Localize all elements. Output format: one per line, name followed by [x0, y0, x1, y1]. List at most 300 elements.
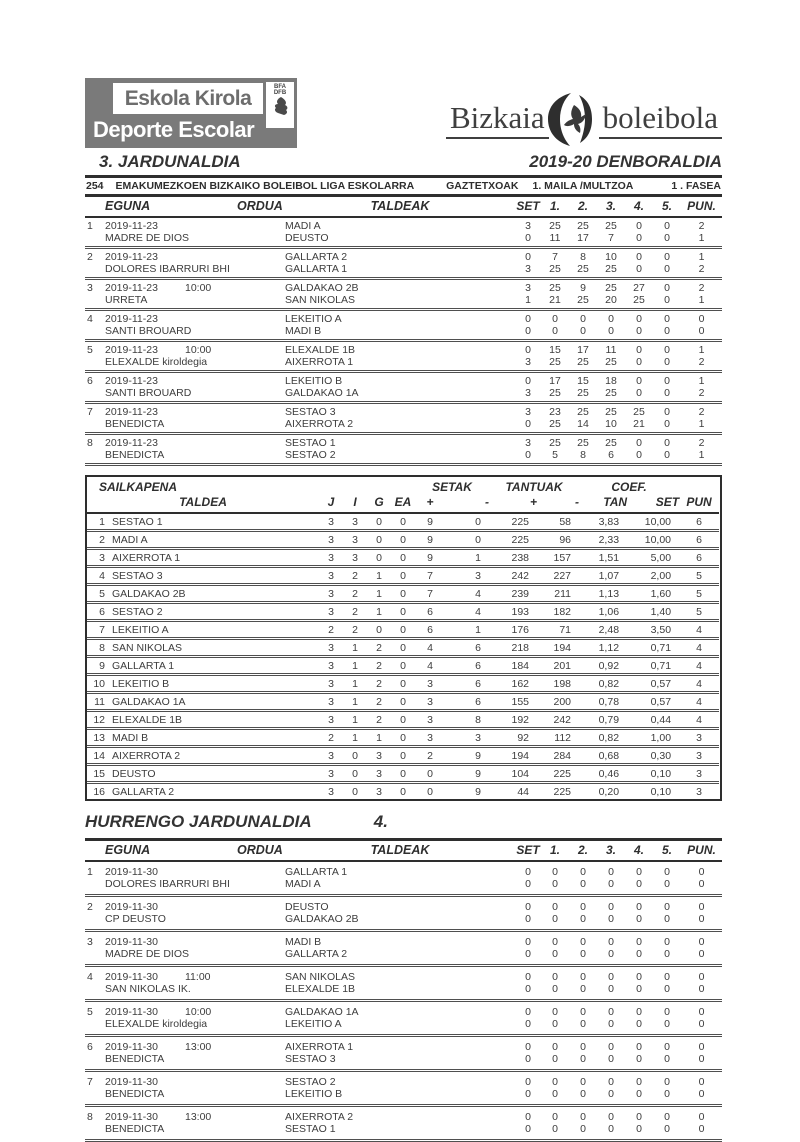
- match-away-row: [85, 1088, 722, 1106]
- sets-for: 6: [415, 621, 445, 639]
- points-against: 242: [537, 711, 579, 729]
- home-set3-score: 25: [605, 220, 617, 232]
- points-for: 44: [517, 785, 530, 798]
- home-set3-score: 0: [608, 901, 614, 913]
- venue-name: SAN NIKOLAS IK.: [105, 983, 285, 1001]
- sets-against: 9: [475, 785, 482, 798]
- away-match-points: 0: [681, 913, 722, 931]
- sets-against: 8: [445, 711, 489, 729]
- rank: 14: [87, 747, 109, 765]
- away-set4-score: 0: [625, 948, 653, 966]
- away-set3-score: 0: [597, 948, 625, 966]
- home-match-points: 1: [698, 344, 705, 356]
- standings-table: [87, 477, 719, 799]
- draws: 0: [391, 531, 415, 549]
- away-set3-score: 25: [597, 387, 625, 403]
- match-time: [185, 1071, 285, 1089]
- bizkaia-logo-text: Bizkaia: [446, 101, 549, 139]
- away-set1-score: 0: [541, 325, 569, 341]
- home-sets-won: 0: [525, 375, 531, 387]
- coef-tan: 1,06: [579, 603, 627, 621]
- won: 3: [343, 549, 367, 567]
- coef-set: 0,10: [627, 765, 679, 783]
- away-match-points: 0: [681, 1088, 722, 1106]
- team-name: GALDAKAO 1A: [109, 693, 319, 711]
- home-set3-score: 0: [608, 313, 614, 325]
- lost: 0: [367, 513, 391, 531]
- coef-tan: 0,20: [598, 785, 620, 798]
- draws: 0: [391, 765, 415, 783]
- home-set1-score: 25: [549, 220, 561, 232]
- home-set4-score: 0: [636, 437, 642, 449]
- away-team-name: GALDAKAO 2B: [285, 913, 515, 931]
- coef-tan: 1,12: [579, 639, 627, 657]
- match-away-row: [85, 263, 722, 279]
- lost: 2: [367, 711, 391, 729]
- home-set4-score: 0: [636, 1111, 642, 1123]
- column-coef-set: SET: [627, 494, 679, 513]
- won: 1: [343, 657, 367, 675]
- standings-row: [87, 603, 719, 621]
- away-set1-score: 0: [541, 1123, 569, 1141]
- match-home-row: [85, 434, 722, 450]
- team-name: GALDAKAO 2B: [109, 585, 319, 603]
- match-away-row: [85, 325, 722, 341]
- away-set1-score: 0: [541, 1018, 569, 1036]
- results-header-row: [85, 197, 722, 217]
- home-set2-score: 0: [580, 1111, 586, 1123]
- match-number: 1: [87, 220, 93, 232]
- away-set3-score: 0: [597, 913, 625, 931]
- home-set2-score: 25: [577, 220, 589, 232]
- home-set4-score: 27: [633, 282, 645, 294]
- match-date: 2019-11-30: [105, 936, 158, 948]
- away-match-points: 0: [681, 948, 722, 966]
- results-table: [85, 197, 722, 466]
- home-set5-score: 0: [664, 1041, 670, 1053]
- match-away-row: [85, 1053, 722, 1071]
- home-sets-won: 0: [525, 1041, 531, 1053]
- sets-for: 7: [415, 585, 445, 603]
- home-set5-score: 0: [664, 971, 670, 983]
- points: 4: [679, 639, 719, 657]
- home-set5-score: 0: [664, 437, 670, 449]
- home-set5-score: 0: [664, 220, 670, 232]
- points-for: 193: [489, 603, 537, 621]
- points-against: 201: [537, 657, 579, 675]
- home-match-points: 0: [698, 971, 705, 983]
- match-away-row: [85, 356, 722, 372]
- venue-name: BENEDICTA: [105, 1088, 285, 1106]
- match-time: [185, 248, 285, 264]
- match-time: 13:00: [185, 1041, 212, 1053]
- points: 5: [679, 603, 719, 621]
- standings-row: [87, 747, 719, 765]
- match-away-row: [85, 878, 722, 896]
- won: 1: [343, 711, 367, 729]
- home-set1-score: 23: [549, 406, 561, 418]
- home-sets-won: 0: [525, 901, 531, 913]
- points-against: 211: [537, 585, 579, 603]
- match-date: 2019-11-30: [105, 1006, 158, 1018]
- venue-name: DOLORES IBARRURI BHI: [105, 263, 285, 279]
- points: 5: [679, 585, 719, 603]
- sets-against: 3: [445, 567, 489, 585]
- away-match-points: 1: [681, 449, 722, 465]
- column-set4: 4.: [625, 840, 653, 862]
- away-sets-won: 0: [515, 1053, 541, 1071]
- away-set1-score: 0: [541, 913, 569, 931]
- away-set2-score: 0: [569, 983, 597, 1001]
- home-set3-score: 0: [608, 866, 614, 878]
- bfa-dfb-badge: [266, 82, 294, 128]
- away-set5-score: 0: [653, 1053, 681, 1071]
- match-number: 3: [87, 936, 93, 948]
- home-set1-score: 0: [552, 1076, 558, 1088]
- coef-set: 1,40: [627, 603, 679, 621]
- away-set2-score: 0: [569, 325, 597, 341]
- match-number: 1: [87, 866, 93, 878]
- won: 1: [343, 675, 367, 693]
- lost: 3: [376, 785, 382, 798]
- coef-set: 0,57: [627, 693, 679, 711]
- rank: 3: [87, 549, 109, 567]
- away-match-points: 0: [681, 878, 722, 896]
- home-set5-score: 0: [664, 1076, 670, 1088]
- draws: 0: [391, 711, 415, 729]
- column-points: PUN: [679, 494, 719, 513]
- away-team-name: MADI B: [285, 325, 515, 341]
- away-set2-score: 0: [569, 1018, 597, 1036]
- home-team-name: DEUSTO: [285, 901, 329, 913]
- coef-tan: 0,79: [579, 711, 627, 729]
- team-name: ELEXALDE 1B: [109, 711, 319, 729]
- away-set5-score: 0: [653, 356, 681, 372]
- rank: 16: [93, 785, 105, 798]
- standings-row: [87, 549, 719, 567]
- rank: 2: [87, 531, 109, 549]
- match-date: 2019-11-30: [105, 1041, 158, 1053]
- sets-against: 0: [445, 531, 489, 549]
- rank: 12: [87, 711, 109, 729]
- coef-set: 0,71: [627, 639, 679, 657]
- home-sets-won: 0: [525, 1076, 531, 1088]
- coef-set: 0,44: [627, 711, 679, 729]
- lost: 2: [367, 657, 391, 675]
- coef-set: 2,00: [627, 567, 679, 585]
- home-set1-score: 25: [549, 282, 561, 294]
- draws: 0: [391, 693, 415, 711]
- venue-name: BENEDICTA: [105, 418, 285, 434]
- coef-set: 0,30: [627, 747, 679, 765]
- match-away-row: [85, 983, 722, 1001]
- venue-name: MADRE DE DIOS: [105, 948, 285, 966]
- column-eguna: EGUNA: [85, 197, 185, 217]
- draws: 0: [391, 639, 415, 657]
- away-team-name: GALLARTA 2: [285, 948, 515, 966]
- standings-section: [85, 475, 722, 801]
- standings-title: SAILKAPENA: [99, 480, 178, 494]
- match-home-row: [85, 966, 722, 984]
- home-team-name: SESTAO 2: [285, 1076, 336, 1088]
- match-home-row: [85, 861, 722, 878]
- points-for: 192: [489, 711, 537, 729]
- away-sets-won: 0: [515, 913, 541, 931]
- match-time: 13:00: [185, 1111, 212, 1123]
- away-set2-score: 8: [569, 449, 597, 465]
- points: 4: [679, 693, 719, 711]
- home-team-name: AIXERROTA 1: [285, 1041, 354, 1053]
- away-set5-score: 0: [653, 878, 681, 896]
- points-for: 225: [489, 531, 537, 549]
- home-set2-score: 17: [577, 344, 589, 356]
- played: 2: [319, 621, 343, 639]
- standings-row: [87, 567, 719, 585]
- points-for: 238: [489, 549, 537, 567]
- sets-against: 6: [445, 657, 489, 675]
- played: 3: [319, 513, 343, 531]
- coef-tan: 0,78: [579, 693, 627, 711]
- home-match-points: 2: [698, 282, 705, 294]
- column-set2: 2.: [569, 840, 597, 862]
- played: 3: [319, 567, 343, 585]
- match-number: 5: [87, 344, 93, 356]
- away-set4-score: 0: [625, 1088, 653, 1106]
- home-team-name: GALDAKAO 2B: [285, 282, 359, 294]
- coef-set: 1,60: [627, 585, 679, 603]
- standings-row: [87, 783, 719, 800]
- away-set5-score: 0: [653, 232, 681, 248]
- away-team-name: LEKEITIO A: [285, 1018, 515, 1036]
- away-set1-score: 25: [541, 356, 569, 372]
- home-match-points: 0: [698, 936, 705, 948]
- column-ordua: ORDUA: [185, 840, 285, 862]
- sets-for: 3: [415, 729, 445, 747]
- column-set: SET: [515, 197, 541, 217]
- column-points-minus: -: [537, 494, 579, 513]
- away-match-points: 0: [681, 1018, 722, 1036]
- points: 3: [696, 785, 702, 798]
- lost: 2: [367, 639, 391, 657]
- match-date: 2019-11-30: [105, 901, 158, 913]
- points: 4: [679, 675, 719, 693]
- away-set2-score: 25: [569, 356, 597, 372]
- home-team-name: SESTAO 1: [285, 437, 336, 449]
- home-team-name: GALLARTA 2: [285, 251, 348, 263]
- match-number: 2: [87, 251, 93, 263]
- match-away-row: [85, 418, 722, 434]
- match-time: [185, 896, 285, 914]
- home-sets-won: 3: [525, 437, 531, 449]
- match-number: 6: [87, 1041, 93, 1053]
- team-name: DEUSTO: [109, 765, 319, 783]
- team-name: LEKEITIO A: [109, 621, 319, 639]
- home-set4-score: 0: [636, 220, 642, 232]
- away-set2-score: 25: [569, 387, 597, 403]
- sets-for: 3: [415, 711, 445, 729]
- spacer-cell: [85, 913, 105, 931]
- home-set5-score: 0: [664, 1006, 670, 1018]
- match-home-row: [85, 341, 722, 357]
- played: 3: [319, 765, 343, 783]
- won: 2: [343, 585, 367, 603]
- coef-tan: 3,83: [579, 513, 627, 531]
- home-match-points: 0: [698, 1006, 705, 1018]
- away-sets-won: 3: [515, 356, 541, 372]
- away-set5-score: 0: [653, 983, 681, 1001]
- home-set2-score: 0: [580, 866, 586, 878]
- match-time: 10:00: [185, 1006, 212, 1018]
- coef-set: 0,71: [627, 657, 679, 675]
- played: 3: [319, 675, 343, 693]
- column-set: SET: [515, 840, 541, 862]
- away-set3-score: 25: [597, 356, 625, 372]
- away-set2-score: 25: [569, 294, 597, 310]
- home-set3-score: 10: [605, 251, 617, 263]
- home-set4-score: 0: [636, 313, 642, 325]
- away-set2-score: 17: [569, 232, 597, 248]
- away-set1-score: 0: [541, 1053, 569, 1071]
- points: 6: [679, 531, 719, 549]
- away-set5-score: 0: [653, 449, 681, 465]
- venue-name: MADRE DE DIOS: [105, 232, 285, 248]
- points: 4: [679, 657, 719, 675]
- points-for: 184: [489, 657, 537, 675]
- draws: 0: [391, 585, 415, 603]
- home-set5-score: 0: [664, 936, 670, 948]
- points-for: 155: [489, 693, 537, 711]
- match-number: 3: [87, 282, 93, 294]
- home-set1-score: 15: [549, 344, 561, 356]
- rank: 9: [87, 657, 109, 675]
- match-number: 4: [87, 313, 93, 325]
- standings-row: [87, 711, 719, 729]
- venue-name: BENEDICTA: [105, 449, 285, 465]
- sets-for: 6: [415, 603, 445, 621]
- column-set1: 1.: [541, 197, 569, 217]
- coef-tan: 0,92: [579, 657, 627, 675]
- won: 1: [343, 693, 367, 711]
- away-set1-score: 11: [541, 232, 569, 248]
- home-set1-score: 0: [552, 1111, 558, 1123]
- home-match-points: 0: [698, 1111, 705, 1123]
- spacer-cell: [85, 1018, 105, 1036]
- away-set4-score: 0: [625, 325, 653, 341]
- draws: 0: [391, 621, 415, 639]
- away-set4-score: 0: [625, 263, 653, 279]
- points-against: 198: [537, 675, 579, 693]
- draws: 0: [391, 603, 415, 621]
- match-home-row: [85, 310, 722, 326]
- points-against: 96: [537, 531, 579, 549]
- away-set4-score: 0: [625, 983, 653, 1001]
- home-set2-score: 0: [580, 313, 586, 325]
- home-team-name: GALDAKAO 1A: [285, 1006, 359, 1018]
- home-set1-score: 0: [552, 313, 558, 325]
- match-date: 2019-11-30: [105, 1076, 158, 1088]
- fixtures-table-body: [85, 861, 722, 1141]
- standings-row: [87, 765, 719, 783]
- coef-tan: 0,68: [579, 747, 627, 765]
- home-team-name: MADI B: [285, 936, 322, 948]
- away-set2-score: 0: [569, 878, 597, 896]
- away-set4-score: 21: [625, 418, 653, 434]
- sets-for: 3: [415, 693, 445, 711]
- league-level: 1. MAILA /MULTZOA: [532, 180, 634, 192]
- away-team-name: SAN NIKOLAS: [285, 294, 515, 310]
- column-j: J: [319, 494, 343, 513]
- away-team-name: ELEXALDE 1B: [285, 983, 515, 1001]
- away-set2-score: 25: [569, 263, 597, 279]
- rank: 10: [87, 675, 109, 693]
- away-match-points: 1: [681, 232, 722, 248]
- home-set2-score: 0: [580, 1006, 586, 1018]
- away-sets-won: 0: [515, 325, 541, 341]
- points-against: 200: [537, 693, 579, 711]
- points: 4: [679, 711, 719, 729]
- home-set4-score: 25: [633, 406, 645, 418]
- away-sets-won: 0: [515, 1123, 541, 1141]
- away-set1-score: 0: [541, 948, 569, 966]
- team-name: AIXERROTA 1: [109, 549, 319, 567]
- away-set2-score: 0: [569, 1053, 597, 1071]
- spacer-cell: [85, 263, 105, 279]
- standings-row: [87, 693, 719, 711]
- coef-set: 10,00: [627, 531, 679, 549]
- team-name: LEKEITIO B: [109, 675, 319, 693]
- away-set4-score: 0: [625, 387, 653, 403]
- home-set1-score: 0: [552, 936, 558, 948]
- home-set5-score: 0: [664, 344, 670, 356]
- spacer-cell: [85, 1053, 105, 1071]
- column-set5: 5.: [653, 197, 681, 217]
- away-set1-score: 0: [541, 1088, 569, 1106]
- points-for: 225: [489, 513, 537, 531]
- coef-set: 0,57: [627, 675, 679, 693]
- eskola-kirola-logo: [85, 78, 297, 148]
- played: 3: [319, 531, 343, 549]
- home-set3-score: 0: [608, 1076, 614, 1088]
- team-name: SESTAO 2: [109, 603, 319, 621]
- sets-for: 9: [415, 531, 445, 549]
- won: 0: [343, 765, 367, 783]
- away-sets-won: 3: [515, 263, 541, 279]
- points-for: 176: [489, 621, 537, 639]
- away-set3-score: 25: [597, 263, 625, 279]
- venue-name: SANTI BROUARD: [105, 387, 285, 403]
- match-date: 2019-11-30: [105, 866, 158, 878]
- draws: 0: [391, 549, 415, 567]
- away-team-name: SESTAO 2: [285, 449, 515, 465]
- venue-name: DOLORES IBARRURI BHI: [105, 878, 285, 896]
- draws: 0: [391, 675, 415, 693]
- points: 3: [679, 765, 719, 783]
- won: 2: [343, 603, 367, 621]
- match-date: 2019-11-23: [105, 251, 158, 263]
- away-sets-won: 1: [515, 294, 541, 310]
- away-set4-score: 0: [625, 878, 653, 896]
- lost: 3: [367, 747, 391, 765]
- coef-tan: 2,48: [579, 621, 627, 639]
- sets-against: 1: [445, 549, 489, 567]
- sets-for: 2: [415, 747, 445, 765]
- home-set4-score: 0: [636, 1076, 642, 1088]
- away-set5-score: 0: [653, 913, 681, 931]
- home-match-points: 2: [698, 220, 705, 232]
- deporte-escolar-title: Deporte Escolar: [93, 117, 255, 142]
- away-set1-score: 0: [541, 878, 569, 896]
- away-match-points: 1: [681, 294, 722, 310]
